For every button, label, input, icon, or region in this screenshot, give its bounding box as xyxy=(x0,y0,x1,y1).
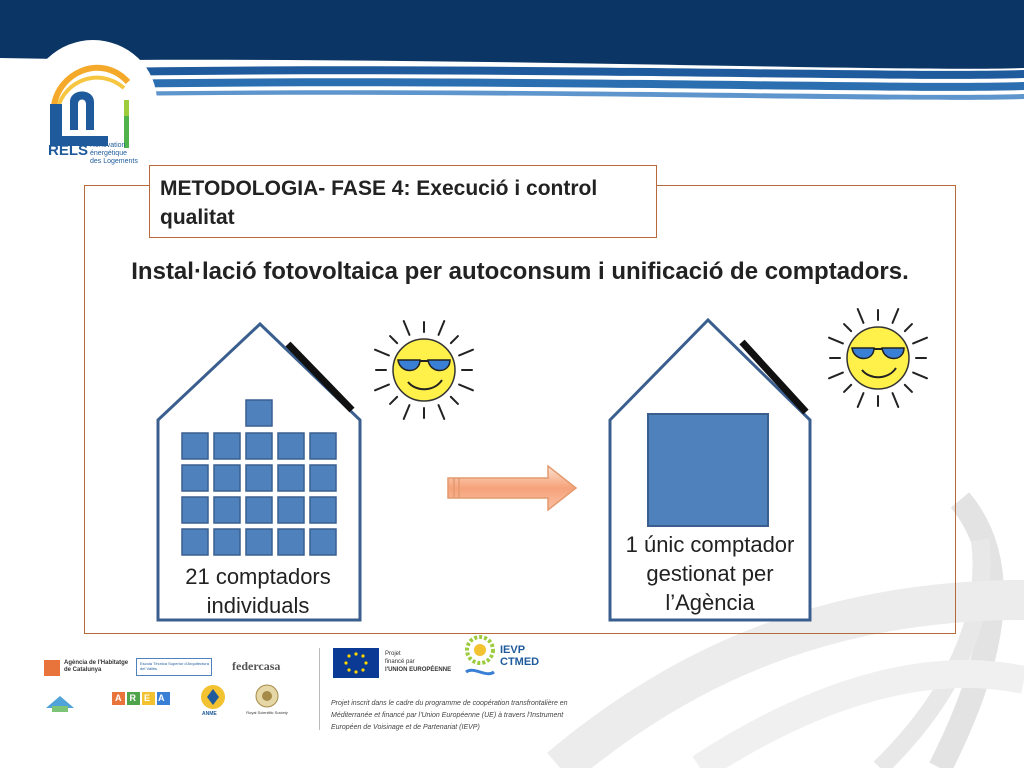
anme-logo-text: ANME xyxy=(202,711,217,717)
sun-icon xyxy=(364,314,482,426)
ievp-text xyxy=(500,644,539,668)
eu-badge-line: l'UNION EUROPÉENNE xyxy=(385,667,452,673)
area-logo-text: AREA xyxy=(115,693,173,703)
meter-icon xyxy=(214,433,240,459)
partner-logo-anme xyxy=(198,684,228,720)
etsav-logo-text: Escola Tècnica Superior d'Arquitectura del Vallès xyxy=(140,661,209,671)
meter-icon xyxy=(310,497,336,523)
meter-icon xyxy=(310,529,336,555)
footnote: Projet inscrit dans le cadre du programme de coopération transfrontalière en Méditerranée et financé par l'Union Européenne (UE) à travers l'Instrument Européen de Voisinage et de Partenariat (IEVP) xyxy=(331,700,568,731)
rss-logo-text: Royal Scientific Society xyxy=(246,710,288,715)
sun-ray xyxy=(459,385,473,391)
sun-ray xyxy=(439,321,445,335)
ievp-line: CTMED xyxy=(500,656,540,668)
header-stripe-light xyxy=(110,78,1024,91)
sun-ray xyxy=(404,321,410,335)
meter-icon xyxy=(214,465,240,491)
sun-ray xyxy=(439,405,445,419)
sun-ray xyxy=(858,393,864,407)
sun-ray xyxy=(375,385,389,391)
sun-ray xyxy=(905,324,912,331)
sun-ray xyxy=(893,393,899,407)
sun-ray xyxy=(913,373,927,379)
sun-ray xyxy=(829,338,843,344)
rels-acronym: RELS xyxy=(48,142,89,159)
slide-heading: Instal·lació fotovoltaica per autoconsum i unificació de comptadors. xyxy=(131,258,909,285)
left-house-label: 21 comptadors individuals xyxy=(185,564,331,618)
meter-icon xyxy=(278,465,304,491)
sun-ray xyxy=(390,397,397,404)
rels-logo xyxy=(28,38,158,173)
meter-icon xyxy=(246,497,272,523)
eu-badge-line: financé par xyxy=(385,659,415,665)
footer-divider xyxy=(319,648,320,730)
ievp-flower-icon xyxy=(464,634,496,680)
single-meter xyxy=(648,414,768,526)
rels-tagline-line: énergétique xyxy=(90,150,127,157)
meter-icon xyxy=(278,497,304,523)
eu-badge-line: Projet xyxy=(385,651,401,657)
phase-title: METODOLOGIA- FASE 4: Execució i control qualitat xyxy=(160,177,598,229)
meter-icon xyxy=(310,465,336,491)
partner-logo-federcasa: federcasa xyxy=(232,659,281,673)
rels-tagline-line: des Logements xyxy=(90,158,138,165)
sun-ray xyxy=(404,405,410,419)
meter-icon xyxy=(278,529,304,555)
agencia-logo-icon xyxy=(44,660,60,676)
sun-ray xyxy=(390,336,397,343)
sun-ray xyxy=(905,385,912,392)
sun-ray xyxy=(893,309,899,323)
sun-icon xyxy=(818,304,936,416)
meter-icon xyxy=(182,497,208,523)
meter-icon xyxy=(246,400,272,426)
partner-logo-etsav xyxy=(136,658,212,676)
sun-ray xyxy=(375,350,389,356)
partner-logo-rss xyxy=(244,684,290,724)
sun-ray xyxy=(459,350,473,356)
meter-icon xyxy=(182,529,208,555)
partner-logo-area xyxy=(112,692,178,714)
partner-logo-small xyxy=(44,692,76,714)
eu-badge xyxy=(333,648,457,678)
meter-icon xyxy=(310,433,336,459)
sun-ray xyxy=(844,324,851,331)
meter-icon xyxy=(278,433,304,459)
eu-flag-icon xyxy=(333,648,379,678)
sun-ray xyxy=(913,338,927,344)
sun-ray xyxy=(451,397,458,404)
sun-ray xyxy=(829,373,843,379)
meter-icon xyxy=(182,433,208,459)
agencia-logo-text: Agència de l'Habitatge de Catalunya xyxy=(64,660,129,673)
meter-icon xyxy=(246,529,272,555)
meter-icon xyxy=(214,529,240,555)
partner-logo-agencia xyxy=(44,658,134,678)
header-stripe-pale xyxy=(110,90,1024,100)
sun-ray xyxy=(451,336,458,343)
right-house-label: 1 únic comptador gestionat per l’Agència xyxy=(625,532,795,615)
ievp-logo xyxy=(464,634,564,684)
sun-ray xyxy=(858,309,864,323)
rels-tagline-line: Rénovation xyxy=(90,142,126,149)
meter-icon xyxy=(182,465,208,491)
ievp-line: IEVP xyxy=(500,644,526,656)
eu-badge-text xyxy=(385,650,451,674)
meter-icon xyxy=(214,497,240,523)
swoosh-arc-4 xyxy=(700,674,1024,768)
transition-arrow xyxy=(444,462,580,514)
rels-tagline xyxy=(90,142,138,166)
meter-icon xyxy=(246,433,272,459)
phase-box xyxy=(149,165,657,238)
sun-ray xyxy=(844,385,851,392)
meter-icon xyxy=(246,465,272,491)
